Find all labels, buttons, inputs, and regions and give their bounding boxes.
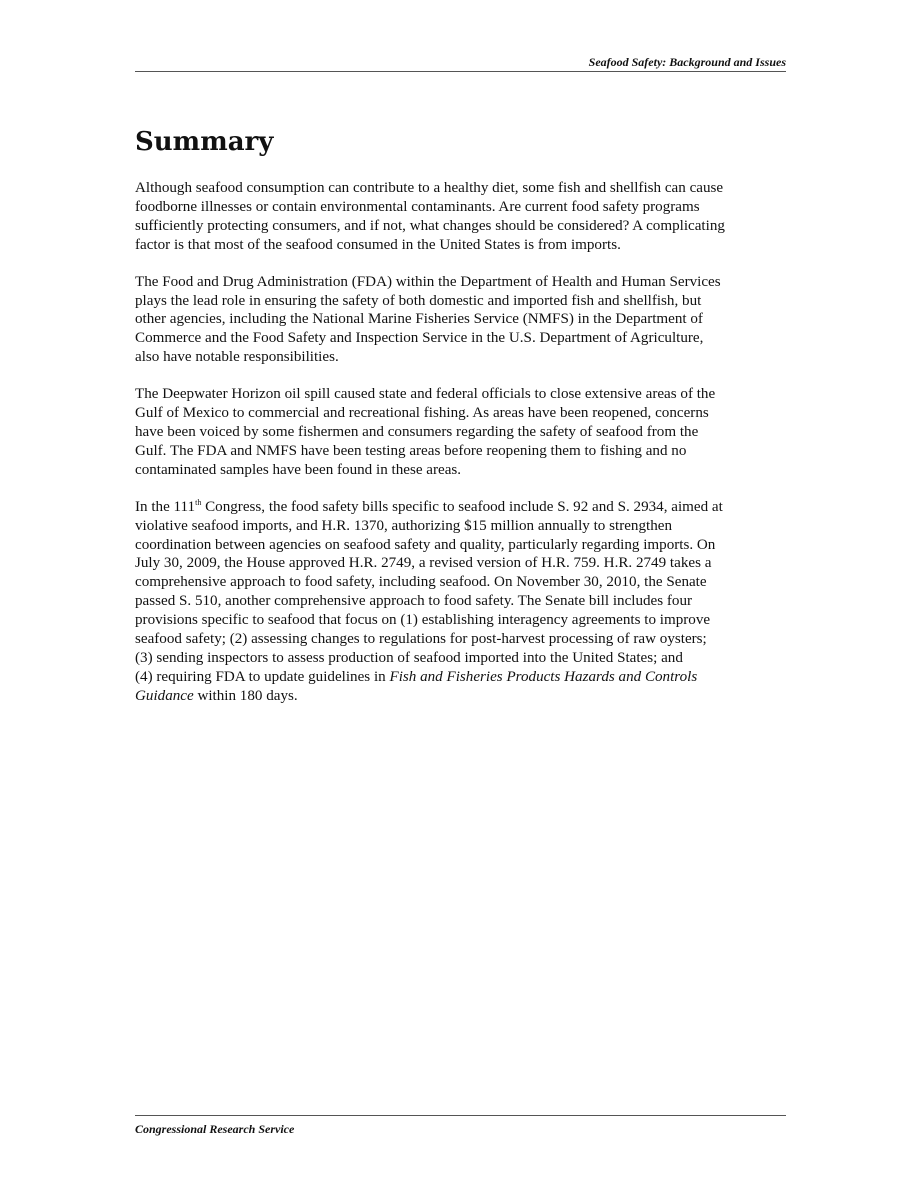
page-title: Summary — [135, 127, 274, 157]
document-title-italic: Guidance — [135, 687, 194, 704]
text-line: Gulf of Mexico to commercial and recreational fishing. As areas have been reopened, concerns — [135, 405, 709, 422]
text-line: Commerce and the Food Safety and Inspection Service in the U.S. Department of Agriculture, — [135, 330, 704, 347]
line-text: within 180 days. — [193, 687, 298, 704]
footer-text: Congressional Research Service — [135, 1122, 295, 1136]
text-line: Gulf. The FDA and NMFS have been testing areas before reopening them to fishing and no — [135, 442, 687, 459]
running-header-title: Seafood Safety: Background and Issues — [588, 55, 786, 69]
text-line: factor is that most of the seafood consumed in the United States is from imports. — [135, 236, 621, 253]
text-line: have been voiced by some fishermen and consumers regarding the safety of seafood from the — [135, 423, 699, 440]
ordinal-number: In the 111 — [135, 498, 196, 515]
text-line — [135, 668, 786, 687]
line-text: (4) requiring FDA to update guidelines in — [135, 668, 390, 685]
page-footer — [135, 1115, 786, 1137]
text-line: (3) sending inspectors to assess production of seafood imported into the United States; and — [135, 649, 683, 666]
text-line: coordination between agencies on seafood safety and quality, particularly regarding imports. On — [135, 536, 716, 553]
text-line: seafood safety; (2) assessing changes to regulations for post-harvest processing of raw oysters; — [135, 631, 707, 648]
text-line: violative seafood imports, and H.R. 1370, authorizing $15 million annually to strengthen — [135, 517, 672, 534]
text-line — [135, 687, 786, 706]
text-line: The Deepwater Horizon oil spill caused state and federal officials to close extensive areas of the — [135, 386, 716, 403]
text-line: other agencies, including the National Marine Fisheries Service (NMFS) in the Department of — [135, 311, 703, 328]
text-line: sufficiently protecting consumers, and if not, what changes should be considered? A complicating — [135, 217, 725, 234]
text-line: comprehensive approach to food safety, including seafood. On November 30, 2010, the Senate — [135, 574, 707, 591]
text-line: contaminated samples have been found in these areas. — [135, 461, 462, 478]
text-line: Although seafood consumption can contribute to a healthy diet, some fish and shellfish can cause — [135, 180, 724, 196]
text-line: The Food and Drug Administration (FDA) within the Department of Health and Human Services — [135, 273, 721, 290]
text-line: passed S. 510, another comprehensive approach to food safety. The Senate bill includes four — [135, 593, 693, 610]
ordinal-suffix: th — [195, 497, 202, 507]
text-line: foodborne illnesses or contain environmental contaminants. Are current food safety programs — [135, 198, 700, 215]
text-line: plays the lead role in ensuring the safety of both domestic and imported fish and shellfish, but — [135, 292, 702, 309]
text-line: provisions specific to seafood that focus on (1) establishing interagency agreements to improve — [135, 612, 711, 629]
line-text: Congress, the food safety bills specific to seafood include S. 92 and S. 2934, aimed at — [201, 498, 723, 515]
document-body — [135, 124, 786, 724]
paragraph-4 — [135, 498, 786, 706]
paragraph-3 — [135, 385, 786, 480]
paragraph-2 — [135, 273, 786, 368]
paragraph-1 — [135, 179, 786, 255]
document-title-italic: Fish and Fisheries Products Hazards and Controls — [389, 668, 698, 685]
text-line: also have notable responsibilities. — [135, 349, 339, 366]
text-line — [135, 498, 786, 517]
running-header — [135, 54, 786, 72]
text-line: July 30, 2009, the House approved H.R. 2749, a revised version of H.R. 759. H.R. 2749 takes a — [135, 555, 712, 572]
